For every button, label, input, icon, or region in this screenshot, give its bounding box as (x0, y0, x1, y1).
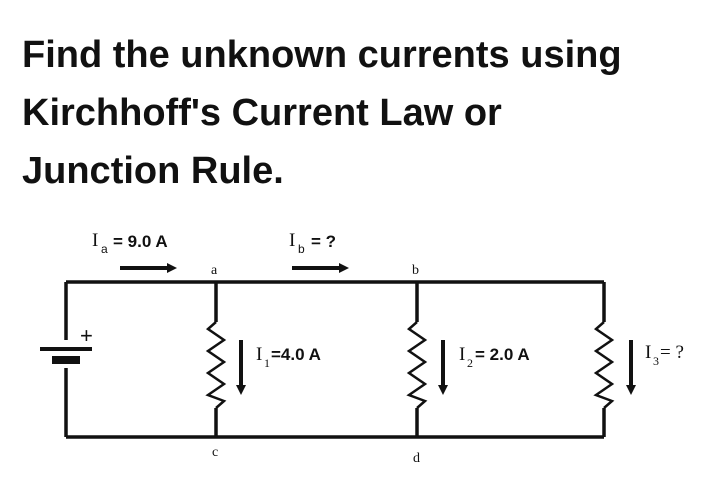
current-i2-subscript: 2 (467, 356, 473, 370)
node-a-label: a (211, 263, 218, 278)
current-i1-subscript: 1 (264, 356, 270, 370)
current-ia-symbol: I (92, 230, 99, 251)
current-ib-value: = ? (311, 232, 337, 251)
node-d-label: d (413, 451, 420, 466)
current-ia (92, 230, 172, 268)
current-ib (289, 230, 344, 268)
resistor-3 (596, 322, 612, 408)
current-i1 (241, 340, 321, 390)
node-b-label: b (412, 263, 419, 278)
current-i2 (443, 340, 530, 390)
current-ia-value: = 9.0 A (113, 232, 168, 251)
current-i3-value: = ? (660, 342, 684, 363)
current-ib-subscript: b (298, 242, 305, 256)
current-ib-symbol: I (289, 230, 296, 251)
current-i3-symbol: I (645, 342, 652, 363)
title-line-3: Junction Rule. (22, 150, 284, 192)
current-i2-value: = 2.0 A (475, 345, 530, 364)
current-i1-value: =4.0 A (271, 345, 321, 364)
current-i3-subscript: 3 (653, 354, 659, 368)
current-i1-symbol: I (256, 344, 263, 365)
battery-plus-sign: + (80, 323, 93, 348)
resistor-2 (409, 322, 425, 408)
current-i2-symbol: I (459, 344, 466, 365)
title-line-2: Kirchhoff's Current Law or (22, 92, 502, 134)
current-ia-subscript: a (101, 242, 108, 256)
current-i3 (631, 340, 684, 390)
node-c-label: c (212, 445, 219, 460)
resistor-1 (208, 322, 224, 408)
title-line-1: Find the unknown currents using (22, 34, 622, 76)
